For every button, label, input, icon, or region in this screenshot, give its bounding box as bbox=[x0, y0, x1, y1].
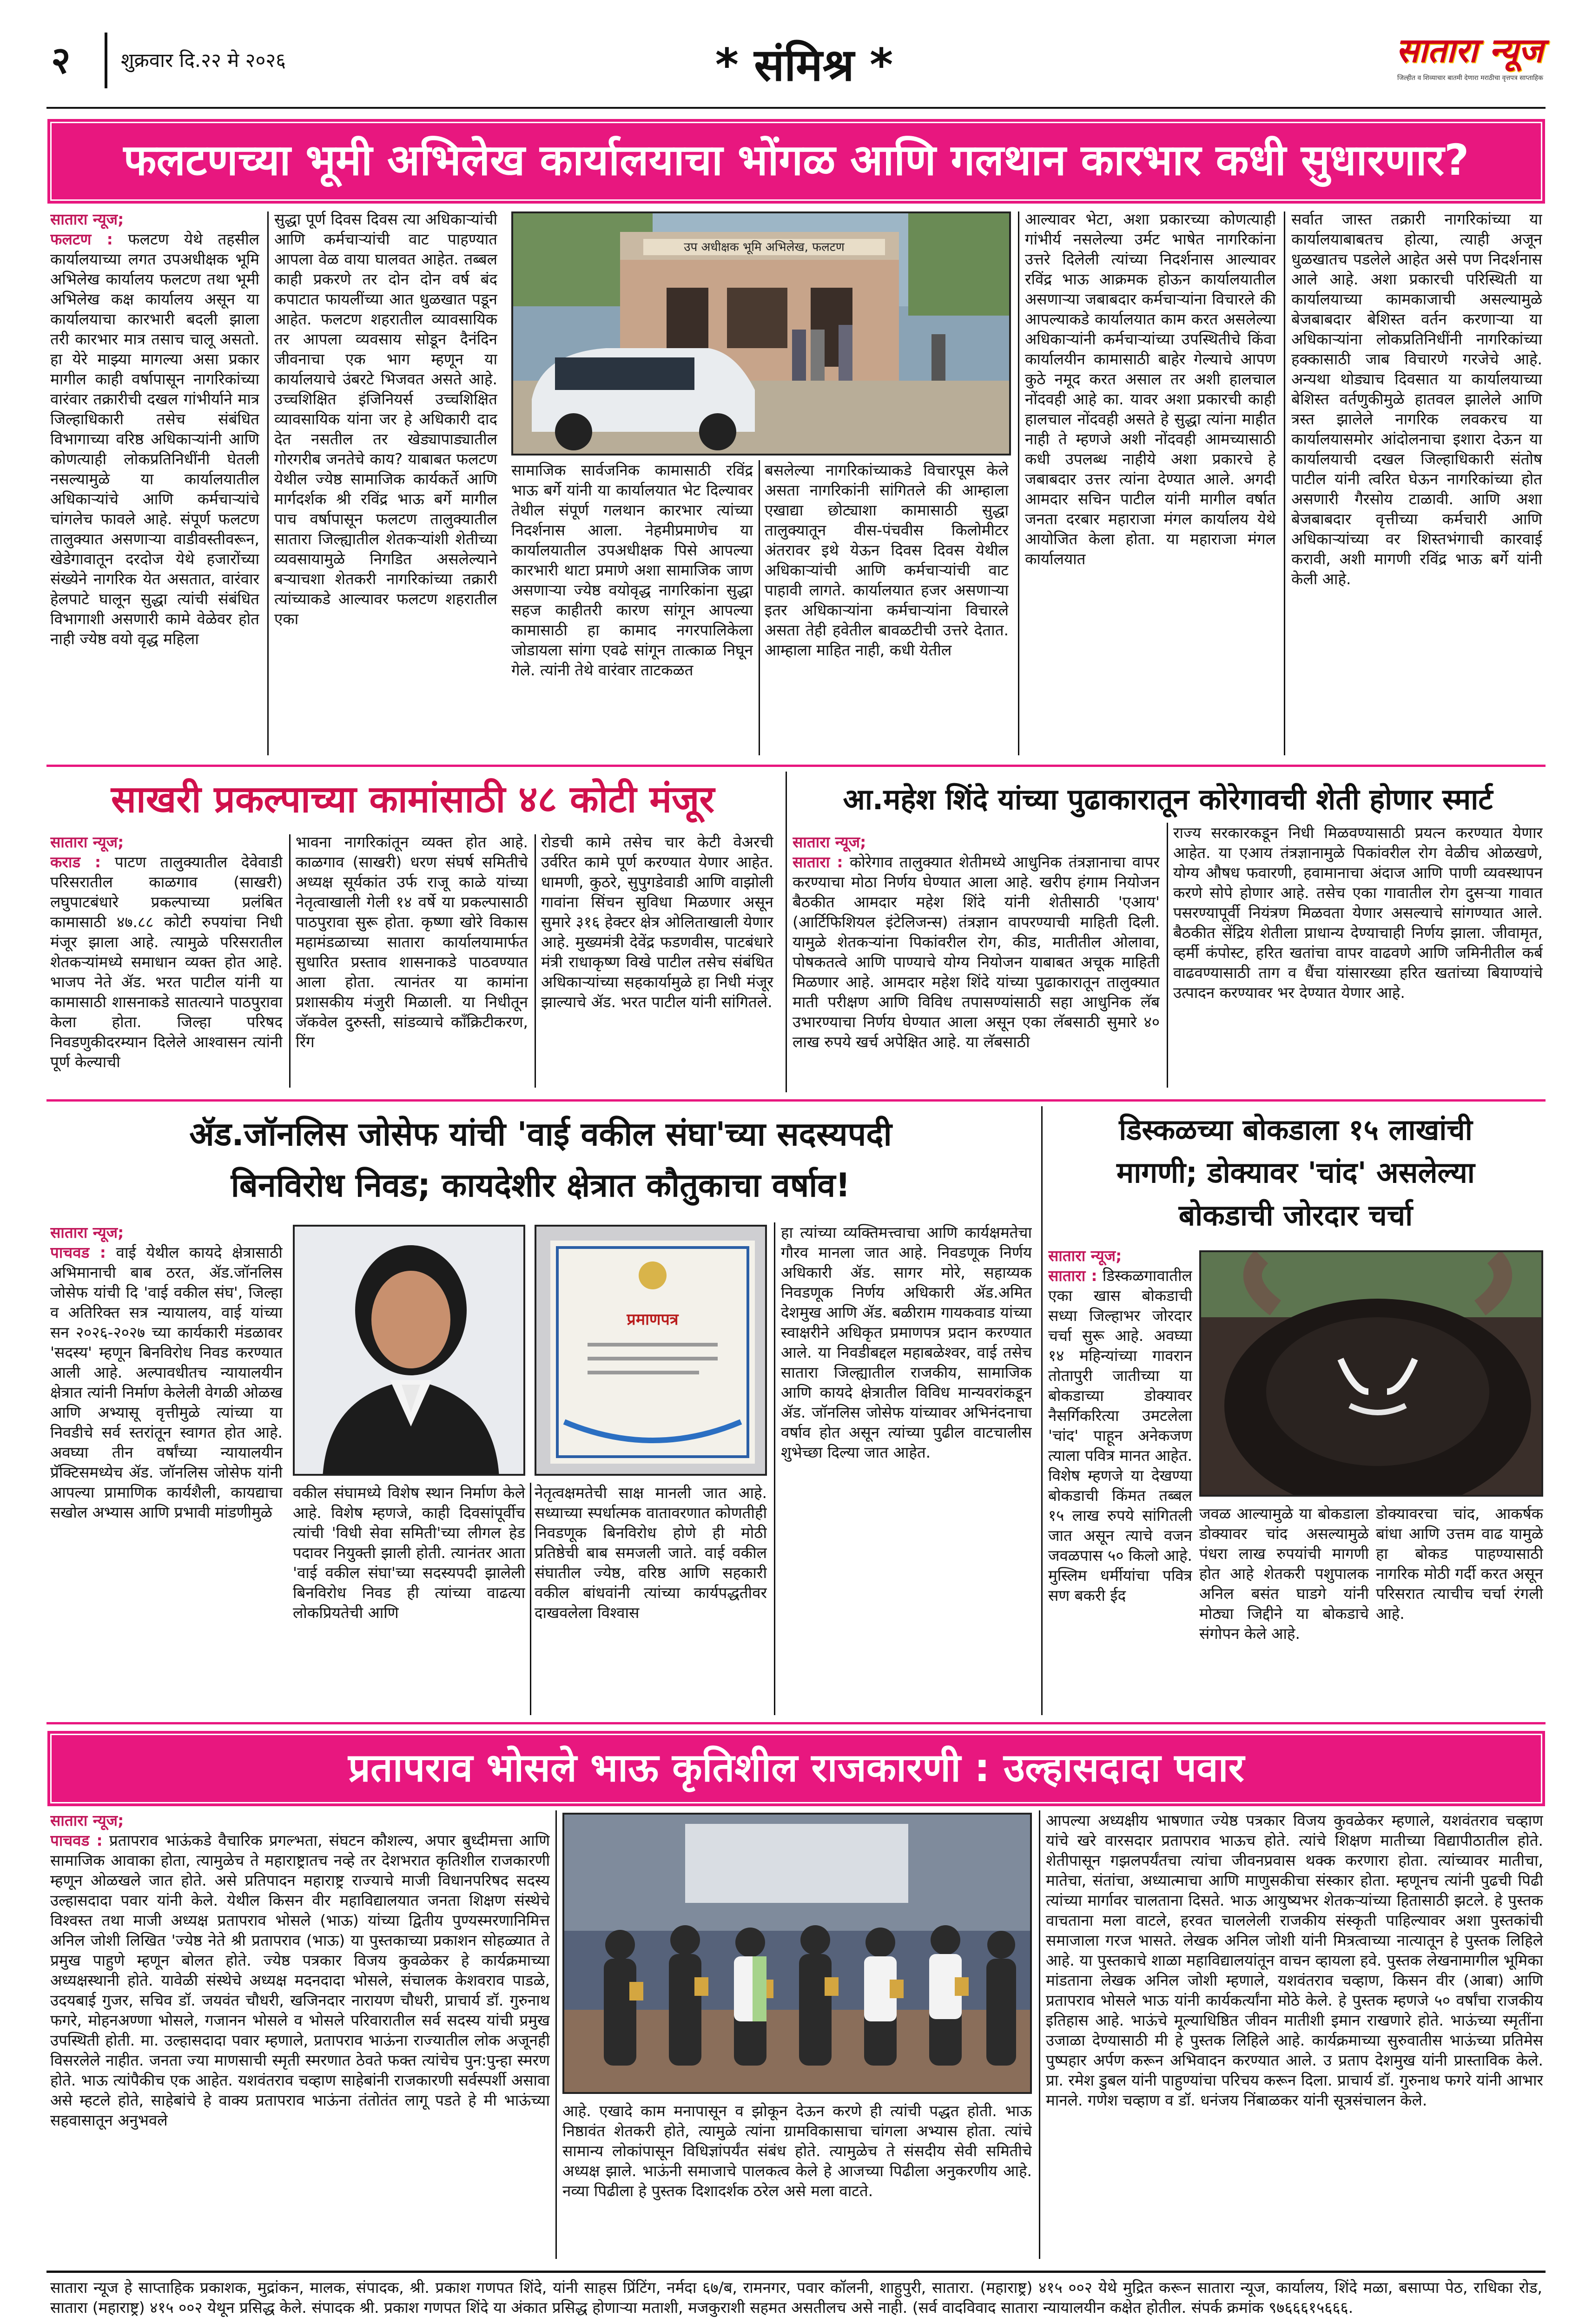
certificate-title: प्रमाणपत्र bbox=[627, 1310, 679, 1329]
masthead-divider bbox=[105, 33, 107, 88]
a2-bottom-rule bbox=[46, 1099, 1546, 1102]
imprint-marathi: सातारा न्यूज हे साप्ताहिक प्रकाशक, मुद्रांकन, मालक, संपादक, श्री. प्रकाश गणपत शिंदे, यांनी साहस प्रिंटिंग, नर्मदा ६७/ब, रामनगर, पवार कॉलनी, शाहुपुरी, सातारा. (महाराष्ट्र) ४१५ ००२ येथे मुद्रित करून सातारा न्यूज, कार्यालय, शिंदे मळा, बसाप्पा पेठ, राधिका रोड, सातारा (महाराष्ट्र) ४१५ ००२ येथून प्रसिद्ध केले. संपादक श्री. प्रकाश गणपत शिंदे या अंकात प्रसिद्ध होणाऱ्या मताशी, मजकुराशी सहमत असतीलच असे नाही. (सर्व वादविवाद सातारा न्यायालयीन कक्षेत होतील. संपर्क क्रमांक ९७६६६१५६६६. bbox=[50, 2278, 1542, 2317]
a5-dateline: सातारा : bbox=[1048, 1267, 1097, 1285]
a2-text-1: पाटण तालुक्यातील देवेवाडी परिसरातील काळगाव (साखरी) लघुपाटबंधारे प्रकल्पाच्या प्रलंबित कामासाठी ४७.८८ कोटी रुपयांचा निधी मंजूर झाला आहे. त्यामुळे परिसरातील शेतकऱ्यांमध्ये समाधान व्यक्त होत आहे. भाजप नेते ॲड. भरत पाटील यांनी या कामासाठी शासनाकडे सातत्याने पाठपुरावा केला होता. जिल्हा परिषद निवडणुकीदरम्यान दिलेले आश्वासन त्यांनी पूर्ण केल्याची bbox=[50, 853, 283, 1071]
a1-col-rule-3 bbox=[759, 460, 760, 755]
a2-column-2 bbox=[296, 832, 528, 1092]
a1-col-rule-1 bbox=[267, 211, 269, 755]
a6-text-3: आपल्या अध्यक्षीय भाषणात ज्येष्ठ पत्रकार विजय कुवळेकर म्हणाले, यशवंतराव चव्हाण यांचे खरे वारसदार प्रतापराव भाऊच होते. त्यांचे शिक्षण मातीच्या विद्यापीठातील होते. शेतीपासून गझलपर्यंतचा त्यांचा जीवनप्रवास थक्क करणारा होता. त्यांच्यावर मातीचा, मातेचा, संतांचा, अध्यात्माचा आणि माणुसकीचा संस्कार होता. म्हणूनच त्यांनी पुढची पिढी त्यांच्या मार्गावर चालताना दिसते. भाऊ आयुष्यभर शेतकऱ्यांच्या हितासाठी झटले. हे पुस्तक वाचताना मला वाटले, हरवत चाललेली राजकीय संस्कृती पाहिल्यावर अशा पुस्तकांची समाजाला गरज भासते. लेखक अनिल जोशी यांनी मित्रत्वाच्या नात्यातून हे पुस्तक लिहिले आहे. या पुस्तकाचे शाळा महाविद्यालयांतून वाचन व्हायला हवे. पुस्तक लेखनामागील भूमिका मांडताना लेखक अनिल जोशी म्हणाले, यशवंतराव चव्हाण, किसन वीर (आबा) आणि प्रतापराव भोसले भाऊ यांनी कार्यकर्त्यांना मोठे केले. हे पुस्तक म्हणजे ५० वर्षांचा राजकीय इतिहास आहे. भाऊंचे मूल्याधिष्ठित जीवन मातीशी इमान राखणारे होते. भाऊंच्या स्मृतींना उजाळा देण्यासाठी मी हे पुस्तक लिहिले आहे. कार्यक्रमाच्या सुरुवातीस भाऊंच्या प्रतिमेस पुष्पहार अर्पण करून अभिवादन करण्यात आले. उ प्रताप देशमुख यांनी प्रास्ताविक केले. प्रा. रमेश डुबल यांनी पाहुण्यांचा परिचय करून दिला. प्राचार्य डॉ. गुरुनाथ फगरे यांनी आभार मानले. गणेश चव्हाण व डॉ. धनंजय निंबाळकर यांनी सूत्रसंचालन केले. bbox=[1046, 1811, 1543, 2109]
headline-goat-l3: बोकडाची जोरदार चर्चा bbox=[1178, 1198, 1413, 1232]
a2-col-rule-1 bbox=[289, 834, 291, 1088]
a2-column-1 bbox=[50, 832, 283, 1092]
a6-dateline: पाचवड : bbox=[50, 1831, 103, 1849]
a6-column-3 bbox=[1046, 1810, 1543, 2266]
headline-bhumi-abhilekh: फलटणच्या भूमी अभिलेख कार्यालयाचा भोंगळ आणि गलथान कारभार कधी सुधारणार? bbox=[50, 122, 1542, 201]
a3-text-2: राज्य सरकारकडून निधी मिळवण्यासाठी प्रयत्न करण्यात येणार आहेत. या एआय तंत्रज्ञानामुळे पिकांवरील रोग वेळीच ओळखणे, योग्य औषध फवारणी, हवामानाचा अंदाज आणि पाणी व्यवस्थापन करणे सोपे होणार आहे. तसेच एका गावातील रोग दुसऱ्या गावात पसरण्यापूर्वी नियंत्रण मिळवता येणार असल्याचे सांगण्यात आले. बैठकीत सेंद्रिय शेतीला प्राधान्य देण्याचाही निर्णय झाला. जीवामृत, व्हर्मी कंपोस्ट, हरित खतांचा वापर वाढवणे आणि जमिनीतील कर्ब वाढवण्यासाठी ताग व धैंचा यांसारख्या हरित खतांच्या बियाण्यांचे उत्पादन करण्यावर भर देण्यात येणार आहे. bbox=[1173, 824, 1543, 1002]
masthead bbox=[46, 28, 1546, 107]
a3-byline: सातारा न्यूज; bbox=[793, 833, 866, 851]
a6-event-photo bbox=[562, 1813, 1032, 2094]
a2-col-rule-2 bbox=[535, 834, 536, 1088]
a3-dateline: सातारा : bbox=[793, 853, 843, 871]
a1-text-2: सुद्धा पूर्ण दिवस दिवस त्या अधिकाऱ्यांची आणि कर्मचाऱ्यांची वाट पाहण्यात आपला वेळ वाया घालवत आहेत. तब्बल काही प्रकरणे तर दोन दोन वर्ष बंद कपाटात फायलींच्या आत धुळखात पडून आहेत. फलटण शहरातील व्यावसायिक तर आपला व्यवसाय सोडून दैनंदिन जीवनाचा एक भाग म्हणून या कार्यालयाचे उंबरटे भिजवत असते आहे. उच्चशिक्षित इंजिनियर्स उच्चशिक्षित व्यावसायिक यांना जर हे अधिकारी दाद देत नसतील तर खेड्यापाड्यातील गोरगरीब जनतेचे काय? याबाबत फलटण येथील ज्येष्ठ सामाजिक कार्यकर्ते आणि मार्गदर्शक श्री रविंद्र भाऊ बर्गे मागील पाच वर्षापासून फलटण तालुक्यातील सातारा जिल्ह्यातील शेतकऱ्यांशी शेतीच्या व्यवसायामुळे निगडित असलेल्याने बऱ्याचशा शेतकरी नागरिकांच्या तक्रारी त्यांच्याकडे आल्यावर फलटण शहरातील एका bbox=[274, 210, 497, 628]
a4-column-3 bbox=[535, 1483, 767, 1720]
brand-tagline: जिल्हीत व शिव्याचार बातमी देणारा मराठीचा वृत्तपत्र साप्ताहिक bbox=[1397, 74, 1543, 82]
a1-column-6 bbox=[1291, 209, 1542, 758]
issue-date: शुक्रवार दि.२२ मे २०२६ bbox=[121, 49, 286, 72]
certificate-illustration bbox=[536, 1227, 767, 1476]
a1-column-4 bbox=[765, 460, 1009, 758]
a4-col-rule-3 bbox=[774, 1222, 775, 1715]
a3-column-2 bbox=[1173, 823, 1543, 1092]
a6-text-1: प्रतापराव भाऊंकडे वैचारिक प्रगल्भता, संघटन कौशल्य, अपार बुध्दीमत्ता आणि सामाजिक आवाका होता, त्यामुळेच ते महाराष्ट्रातच नव्हे तर देशभरात कृतिशील राजकारणी म्हणून ओळखले जात होते. असे प्रतिपादन महाराष्ट्र राज्याचे माजी विधानपरिषद सदस्य उल्हासदादा पवार यांनी केले. येथील किसन वीर महाविद्यालयात जनता शिक्षण संस्थेचे विश्वस्त तथा माजी अध्यक्ष प्रतापराव भोसले (भाऊ) यांच्या द्वितीय पुण्यस्मरणानिमित्त अनिल जोशी लिखित 'ज्येष्ठ नेते श्री प्रतापराव (भाऊ) या पुस्तकाच्या प्रकाशन सोहळ्यात ते प्रमुख पाहुणे म्हणून बोलत होते. ज्येष्ठ पत्रकार विजय कुवळेकर हे कार्यक्रमाच्या अध्यक्षस्थानी होते. यावेळी संस्थेचे अध्यक्ष मदनदादा भोसले, संचालक केशवराव पाडळे, उदयबाई गुजर, सचिव डॉ. जयवंत चौधरी, खजिनदार नारायण चौधरी, प्राचार्य डॉ. गुरुनाथ फगरे, मोहनअण्णा भोसले, गजानन भोसले व भोसले परिवारातील सर्व सदस्य यांची प्रमुख उपस्थिती होती. मा. उल्हासदादा पवार म्हणाले, प्रतापराव भाऊंना राज्यातील लोक अजूनही विसरलेले नाहीत. जनता ज्या माणसाची स्मृती स्मरणात ठेवते फक्त त्यांचेच पुन:पुन्हा स्मरण होते. भाऊ त्यांपैकीच एक आहेत. यशवंतराव चव्हाण साहेबांनी राजकारणी सर्वस्पर्शी असावा असे म्हटले होते, साहेबांचे हे वाक्य प्रतापराव भाऊंना तंतोतंत लागू पडते हे मी भाऊंच्या सहवासातून अनुभवले bbox=[50, 1831, 550, 2129]
headline-sakhari: साखरी प्रकल्पाच्या कामांसाठी ४८ कोटी मंजूर bbox=[111, 778, 715, 821]
page-number: २ bbox=[51, 39, 71, 82]
a1-column-3 bbox=[511, 460, 753, 758]
a1-column-2 bbox=[274, 209, 497, 758]
section-title: * संमिश्र * bbox=[715, 39, 893, 91]
a4-portrait-photo bbox=[293, 1225, 525, 1476]
a2-column-3 bbox=[541, 832, 773, 1092]
headline-joseph-l1: ॲड.जॉनलिस जोसेफ यांची 'वाई वकील संघा'च्या सदस्यपदी bbox=[189, 1115, 892, 1153]
a6-col-rule-2 bbox=[1039, 1810, 1040, 2259]
headline-koregaon-smart: आ.महेश शिंदे यांच्या पुढाकारातून कोरेगावची शेती होणार स्मार्ट bbox=[843, 782, 1493, 816]
footer-top-rule bbox=[46, 2271, 1546, 2273]
headline-goat-l1: डिस्कळच्या बोकडाला १५ लाखांची bbox=[1119, 1113, 1473, 1147]
a4-text-3: नेतृत्वक्षमतेची साक्ष मानली जात आहे. सध्याच्या स्पर्धात्मक वातावरणात कोणतीही निवडणूक बिनविरोध होणे ही मोठी प्रतिष्ठेची बाब समजली जाते. वाई वकील संघातील ज्येष्ठ, वरिष्ठ आणि सहकारी वकील बांधवांनी त्यांच्या कार्यपद्धतीवर दाखवलेला विश्वास bbox=[535, 1484, 767, 1622]
a2-byline: सातारा न्यूज; bbox=[50, 833, 124, 851]
a2-text-3: रोडची कामे तसेच चार केटी वेअरची उर्वरित कामे पूर्ण करण्यात येणार आहेत. धामणी, कुठरे, सुपुगडेवाडी आणि वाझोली गावांना सिंचन सुविधा मिळणार असून सुमारे ३१६ हेक्टर क्षेत्र ओलिताखाली येणार आहे. मुख्यमंत्री देवेंद्र फडणवीस, पाटबंधारे मंत्री राधाकृष्ण विखे पाटील तसेच संबंधित अधिकाऱ्यांच्या सहकार्यामुळे हा निधी मंजूर झाल्याचे ॲड. भरत पाटील यांनी सांगितले. bbox=[541, 833, 773, 1011]
a2-text-2: भावना नागरिकांतून व्यक्त होत आहे. काळगाव (साखरी) धरण संघर्ष समितीचे अध्यक्ष सूर्यकांत उर्फ राजू काळे यांच्या नेतृत्वाखाली गेली १४ वर्षे या प्रकल्पासाठी पाठपुरावा सुरू होता. कृष्णा खोरे विकास महामंडळाच्या सातारा कार्यालयामार्फत सुधारित प्रस्ताव शासनाकडे पाठवण्यात आला होता. त्यानंतर या कामांना प्रशासकीय मंजुरी मिळाली. या निधीतून जॅकवेल दुरुस्ती, सांडव्याचे काँक्रिटीकरण, रिंग bbox=[296, 833, 528, 1051]
a4-a5-divider bbox=[1041, 1106, 1043, 1715]
a5-text-3: डोक्यावरचा चांद, आकर्षक बांधा आणि उत्तम वाढ यामुळे हा बोकड पाहण्यासाठी नागरिक मोठी गर्दी करत असून परिसरात त्याचीच चर्चा रंगली आहे. bbox=[1376, 1505, 1543, 1623]
a3-col-rule-1 bbox=[1167, 823, 1168, 1088]
a6-byline: सातारा न्यूज; bbox=[50, 1811, 124, 1829]
a6-column-2 bbox=[562, 2101, 1032, 2266]
a3-text-1: कोरेगाव तालुक्यात शेतीमध्ये आधुनिक तंत्रज्ञानाचा वापर करण्याचा मोठा निर्णय घेण्यात आला आहे. खरीप हंगाम नियोजन बैठकीत आमदार महेश शिंदे यांनी शेतीसाठी 'एआय' (आर्टिफिशियल इंटेलिजन्स) तंत्रज्ञान वापरण्याची माहिती दिली. यामुळे शेतकऱ्यांना पिकांवरील रोग, कीड, मातीतील ओलावा, पोषकतत्वे आणि पाण्याचे योग्य नियोजन याबाबत अचूक माहिती मिळणार आहे. आमदार महेश शिंदे यांच्या पुढाकारातून तालुक्यात माती परीक्षण आणि विविध तपासण्यांसाठी सहा आधुनिक लॅब उभारण्याचा निर्णय घेण्यात आला असून एका लॅबसाठी सुमारे ४० लाख रुपये खर्च अपेक्षित आहे. या लॅबसाठी bbox=[793, 853, 1160, 1051]
portrait-illustration bbox=[295, 1227, 525, 1476]
a1-text-6: सर्वात जास्त तक्रारी नागरिकांच्या या कार्यालयाबाबतच होत्या, त्याही अजून धुळखातच पडलेले आहेत असे पण निदर्शनास आले आहे. अशा प्रकारची परिस्थिती या कार्यालयाच्या कामकाजाची असल्यामुळे बेजबाबदार बेशिस्त वर्तन करणाऱ्या या अधिकाऱ्यांना लोकप्रतिनिधींनी नागरिकांच्या हक्कासाठी जाब विचारणे गरजेचे आहे. अन्यथा थोड्याच दिवसात या कार्यालयाच्या बेशिस्त वर्तणुकीमुळे हातवल झालेले आणि त्रस्त झालेले नागरिक लवकरच या कार्यालयासमोर आंदोलनाचा इशारा देऊन या कार्यालयाची दखल जिल्हाधिकारी संतोष पाटील यांनी त्वरित घेऊन नागरिकांच्या होत असणारी गैरसोय टाळावी. आणि अशा बेजबाबदार वृत्तीच्या कर्मचारी आणि अधिकाऱ्यांच्या वर शिस्तभंगाची कारवाई करावी, अशी मागणी रविंद्र भाऊ बर्गे यांनी केली आहे. bbox=[1291, 210, 1542, 588]
a5-text-1: डिस्कळगावातील एका खास बोकडाची सध्या जिल्हाभर जोरदार चर्चा सुरू आहे. अवघ्या १४ महिन्यांच्या गावरान तोतापुरी जातीच्या या बोकडाच्या डोक्यावर नैसर्गिकरित्या उमटलेला 'चांद' पाहून अनेकजण त्याला पवित्र मानत आहेत. विशेष म्हणजे या देखण्या बोकडाची किंमत तब्बल १५ लाख रुपये सांगितली जात असून त्याचे वजन जवळपास ५० किलो आहे. मुस्लिम धर्मीयांचा पवित्र सण बकरी ईद bbox=[1048, 1267, 1192, 1604]
a3-column-1 bbox=[793, 832, 1160, 1092]
a5-text-2: जवळ आल्यामुळे या बोकडाला डोक्यावर चांद असल्यामुळे पंधरा लाख रुपयांची मागणी होत आहे शेतकरी पशुपालक अनिल बसंत घाडगे यांनी मोठ्या जिद्दीने या बोकडाचे संगोपन केले आहे. bbox=[1199, 1505, 1369, 1643]
a5-column-3 bbox=[1376, 1504, 1543, 1717]
a1-bottom-rule bbox=[46, 765, 1546, 767]
a1-col-rule-5 bbox=[1284, 211, 1285, 755]
a1-text-1: फलटण येथे तहसील कार्यालयाच्या लगत उपअधीक्षक भूमि अभिलेख कार्यालय फलटण तथा भूमी अभिलेख कक्ष कार्यालय असून या कार्यालयाचा कारभारी बदली झाला तरी कारभार मात्र तसाच चालू असतो. हा येरे माझ्या मागल्या असा प्रकार मागील काही वर्षापासून नागरिकांच्या वारंवार तक्रारीची दखल गांभीर्याने मात्र जिल्हाधिकारी तसेच संबंधित विभागाच्या वरिष्ठ अधिकाऱ्यांनी आणि कोणत्याही लोकप्रतिनिधींनी घेतली नसल्यामुळे या कार्यालयातील अधिकाऱ्यांचे आणि कर्मचाऱ्यांचे चांगलेच फावले आहे. संपूर्ण फलटण तालुक्यात असणाऱ्या वाडीवस्तीवरून, खेडेगावातून दरदोज येथे हजारोंच्या संख्येने नागरिक येत असतात, वारंवार हेलपाटे घालून सुद्धा त्यांची संबंधित विभागाशी असणारी कामे वेळेवर होत नाही ज्येष्ठ वयो वृद्ध महिला bbox=[50, 230, 259, 648]
a5-column-1 bbox=[1048, 1246, 1192, 1715]
a4-column-1 bbox=[50, 1222, 283, 1720]
a5-column-2 bbox=[1199, 1504, 1369, 1717]
a4-text-1: वाई येथील कायदे क्षेत्रासाठी अभिमानाची बाब ठरत, ॲड.जॉनलिस जोसेफ यांची दि 'वाई वकील संघ', जिल्हा व अतिरिक्त सत्र न्यायालय, वाई यांच्या सन २०२६-२०२७ च्या कार्यकारी मंडळावर 'सदस्य' म्हणून बिनविरोध निवड करण्यात आली आहे. अल्पावधीतच न्यायालयीन क्षेत्रात त्यांनी निर्माण केलेली वेगळी ओळख आणि अभ्यासू वृत्तीमुळे त्यांच्या या निवडीचे सर्व स्तरांतून स्वागत होत आहे. अवघ्या तीन वर्षांच्या न्यायालयीन प्रॅक्टिसमध्येच ॲड. जॉनलिस जोसेफ यांनी आपल्या प्रामाणिक कार्यशैली, कायद्याचा सखोल अभ्यास आणि प्रभावी मांडणीमुळे bbox=[50, 1243, 283, 1521]
a1-text-5: आल्यावर भेटा, अशा प्रकारच्या कोणत्याही गांभीर्य नसलेल्या उर्मट भाषेत नागरिकांना उत्तरे दिलेली त्यांच्या निदर्शनास आल्यावर रविंद्र भाऊ आक्रमक होऊन कार्यालयातील असणाऱ्या जबाबदार कर्मचाऱ्यांना विचारले की आपल्याकडे कार्यालयात काम करत असलेल्या अधिकाऱ्यांनी कर्मचाऱ्यांच्या उपस्थितीचे किंवा कार्यालयीन कामासाठी बाहेर गेल्याचे आपण कुठे नमूद करत असाल तर अशी हालचाल नोंदवही आहे का. यावर अशा प्रकारची काही हालचाल नोंदवही असते हे सुद्धा त्यांना माहीत नाही ते म्हणजे अशी नोंदवही आमच्यासाठी कधी उपलब्ध नाहीये अशा प्रकारचे हे जबाबदार उत्तर त्यांना देण्यात आले. अगदी आमदार सचिन पाटील यांनी मागील वर्षात जनता दरबार महाराजा मंगल कार्यालय येथे आयोजित केला होता. या महाराजा मंगल कार्यालयात bbox=[1025, 210, 1276, 568]
masthead-rule bbox=[46, 107, 1546, 109]
brand-logo-text: सातारा न्यूज bbox=[1396, 31, 1543, 70]
a1-text-3: सामाजिक सार्वजनिक कामासाठी रविंद्र भाऊ बर्गे यांनी या कार्यालयात भेट दिल्यावर तेथील संपूर्ण गलथान कारभार त्यांच्या निदर्शनास आला. नेहमीप्रमाणेच या कार्यालयातील उपअधीक्षक पिसे आपल्या कारभारी थाटा प्रमाणे अशा सामाजिक जाण असणाऱ्या ज्येष्ठ वयोवृद्ध नागरिकांना सुद्धा सहज काहीतरी कारण सांगून आपल्या कामासाठी हा कामाद नगरपालिकेला जोडायला सांगा एवढे सांगून तात्काळ निघून गेले. त्यांनी तेथे वारंवार ताटकळत bbox=[511, 461, 753, 679]
a5-goat-photo bbox=[1199, 1250, 1543, 1497]
a1-byline: सातारा न्यूज; bbox=[50, 210, 124, 228]
a6-col-rule-1 bbox=[555, 1810, 557, 2259]
a4-text-2: वकील संघामध्ये विशेष स्थान निर्माण केले आहे. विशेष म्हणजे, काही दिवसांपूर्वीच त्यांची 'विधी सेवा समिती'च्या लीगल हेड पदावर नियुक्ती झाली होती. त्यानंतर आता 'वाई वकील संघा'च्या सदस्यपदी झालेली बिनविरोध निवड ही त्यांच्या वाढत्या लोकप्रियतेची आणि bbox=[293, 1484, 525, 1622]
headline-goat-l2: मागणी; डोक्यावर 'चांद' असलेल्या bbox=[1116, 1155, 1475, 1189]
a4-byline: सातारा न्यूज; bbox=[50, 1223, 124, 1241]
office-board-text: उप अधीक्षक भूमि अभिलेख, फलटण bbox=[684, 240, 845, 254]
a6-column-1 bbox=[50, 1810, 550, 2266]
a4-column-4 bbox=[781, 1222, 1032, 1720]
a1-column-1 bbox=[50, 209, 259, 758]
a6-text-2: आहे. एखादे काम मनापासून व झोकून देऊन करणे ही त्यांची पद्धत होती. भाऊ निष्ठावंत शेतकरी होते, त्यामुळे त्यांना ग्रामविकासाचा चांगला अभ्यास होता. त्यांचे सामान्य लोकांपासून विधिज्ञांपर्यंत संबंध होते. त्यामुळेच ते संसदीय सेवी समितीचे अध्यक्ष झाले. भाऊंनी समाजाचे पालकत्व केले हे आजच्या पिढीला अनुकरणीय आहे. नव्या पिढीला हे पुस्तक दिशादर्शक ठरेल असे मला वाटते. bbox=[562, 2102, 1032, 2200]
a4-text-4: हा त्यांच्या व्यक्तिमत्त्वाचा आणि कार्यक्षमतेचा गौरव मानला जात आहे. निवडणूक निर्णय अधिकारी ॲड. सागर मोरे, सहाय्यक निवडणूक निर्णय अधिकारी ॲड.अमित देशमुख आणि ॲड. बळीराम गायकवाड यांच्या स्वाक्षरीने अधिकृत प्रमाणपत्र प्रदान करण्यात आले. या निवडीबद्दल महाबळेश्वर, वाई तसेच सातारा जिल्ह्यातील राजकीय, सामाजिक आणि कायदे क्षेत्रातील विविध मान्यवरांकडून ॲड. जॉनलिस जोसेफ यांच्यावर अभिनंदनाचा वर्षाव होत असून त्यांच्या पुढील वाटचालीस शुभेच्छा दिल्या जात आहेत. bbox=[781, 1223, 1032, 1461]
a4-bottom-rule bbox=[46, 1722, 1546, 1724]
a1-text-4: बसलेल्या नागरिकांच्याकडे विचारपूस केले असता नागरिकांनी सांगितले की आम्हाला एखाद्या छोट्याशा कामासाठी सुद्धा तालुक्यातून वीस-पंचवीस किलोमीटर अंतरावर इथे येऊन दिवस दिवस येथील अधिकाऱ्यांची आणि कर्मचाऱ्यांची वाट पाहावी लागते. कार्यालयात हजर असणाऱ्या इतर अधिकाऱ्यांना कर्मचाऱ्यांना विचारले असता तेही हवेतील बावळटीची उत्तरे देतात. आम्हाला माहित नाही, कधी येतील bbox=[765, 461, 1009, 659]
a4-certificate-photo bbox=[535, 1225, 767, 1476]
a2-a3-divider bbox=[786, 772, 787, 1092]
a4-col-rule-2 bbox=[530, 1483, 531, 1715]
book-launch-illustration bbox=[564, 1815, 1032, 2094]
a1-dateline: फलटण : bbox=[50, 230, 113, 248]
goat-illustration bbox=[1201, 1252, 1543, 1497]
a5-byline: सातारा न्यूज; bbox=[1048, 1247, 1122, 1265]
a1-office-photo bbox=[511, 211, 1011, 456]
a1-col-rule-4 bbox=[1018, 211, 1019, 755]
a1-column-5 bbox=[1025, 209, 1276, 758]
brand-logo bbox=[1301, 28, 1543, 93]
a2-dateline: कराड : bbox=[50, 853, 101, 871]
a4-dateline: पाचवड : bbox=[50, 1243, 106, 1261]
a4-column-2 bbox=[293, 1483, 525, 1720]
headline-joseph-l2: बिनविरोध निवड; कायदेशीर क्षेत्रात कौतुकाचा वर्षाव! bbox=[231, 1166, 851, 1204]
headline-prataprao: प्रतापराव भोसले भाऊ कृतिशील राजकारणी : उल्हासदादा पवार bbox=[50, 1734, 1542, 1803]
